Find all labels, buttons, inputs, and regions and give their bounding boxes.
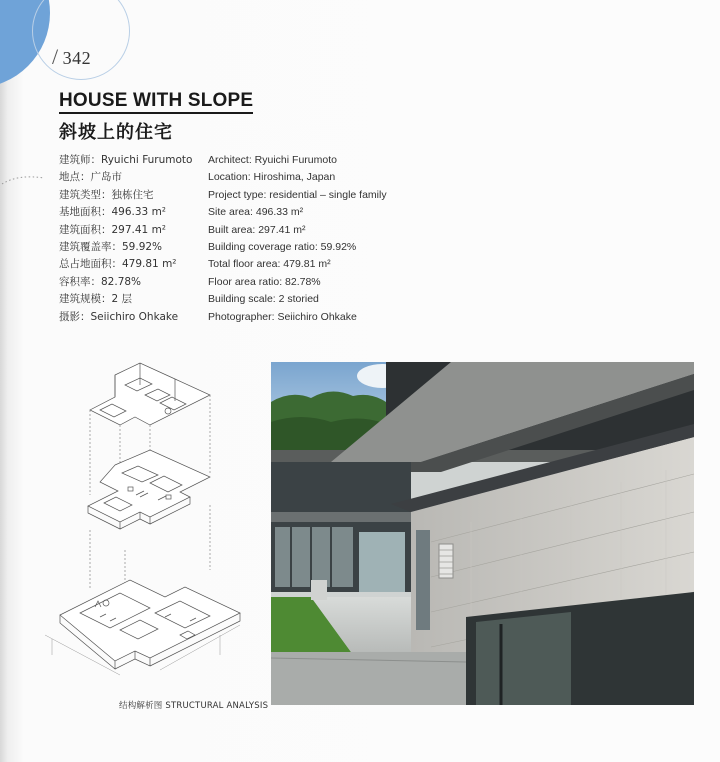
- upper-floor-drawing: [88, 450, 210, 529]
- page-number-value: 342: [62, 48, 92, 68]
- spec-zh-site-area: 基地面积：496.33 m²: [59, 206, 167, 219]
- spec-en-coverage-ratio: Building coverage ratio: 59.92%: [208, 241, 357, 254]
- page-number: [52, 44, 91, 70]
- dotted-line-decoration: [0, 172, 46, 188]
- spec-en-building-scale: Building scale: 2 storied: [208, 293, 319, 306]
- spec-zh-photographer: 摄影：Seiichiro Ohkake: [59, 310, 179, 323]
- spec-zh-project-type: 建筑类型：独栋住宅: [59, 188, 154, 201]
- spec-en-built-area: Built area: 297.41 m²: [208, 223, 306, 236]
- photo-glass-facade: [271, 462, 411, 592]
- roof-level-drawing: [90, 363, 210, 425]
- diagram-caption: 结构解析图 STRUCTURAL ANALYSIS: [119, 701, 269, 711]
- spec-en-location: Location: Hiroshima, Japan: [208, 171, 336, 184]
- spec-en-floor-area-ratio: Floor area ratio: 82.78%: [208, 275, 321, 288]
- specs-chinese: [59, 152, 192, 326]
- spec-en-photographer: Photographer: Seiichiro Ohkake: [208, 310, 357, 323]
- specs-english: [208, 152, 387, 326]
- spec-zh-location: 地点：广岛市: [59, 171, 122, 184]
- title-english: HOUSE WITH SLOPE: [59, 90, 253, 114]
- lower-floor-drawing: [60, 580, 240, 669]
- spec-en-total-floor-area: Total floor area: 479.81 m²: [208, 258, 331, 271]
- page-number-slash: /: [52, 44, 59, 69]
- spec-en-site-area: Site area: 496.33 m²: [208, 206, 304, 219]
- spec-zh-coverage-ratio: 建筑覆盖率：59.92%: [59, 241, 163, 254]
- spec-en-project-type: Project type: residential – single family: [208, 188, 387, 201]
- spec-zh-built-area: 建筑面积：297.41 m²: [59, 223, 167, 236]
- spec-zh-total-floor-area: 总占地面积：479.81 m²: [59, 258, 177, 271]
- spec-zh-floor-area-ratio: 容积率：82.78%: [59, 275, 142, 288]
- title-chinese: 斜坡上的住宅: [59, 122, 173, 143]
- spec-en-architect: Architect: Ryuichi Furumoto: [208, 154, 337, 166]
- spec-zh-architect: 建筑师：Ryuichi Furumoto: [59, 154, 193, 166]
- structural-analysis-diagram: [40, 355, 260, 695]
- house-photograph: [271, 362, 694, 705]
- spec-zh-building-scale: 建筑规模：2 层: [59, 293, 133, 306]
